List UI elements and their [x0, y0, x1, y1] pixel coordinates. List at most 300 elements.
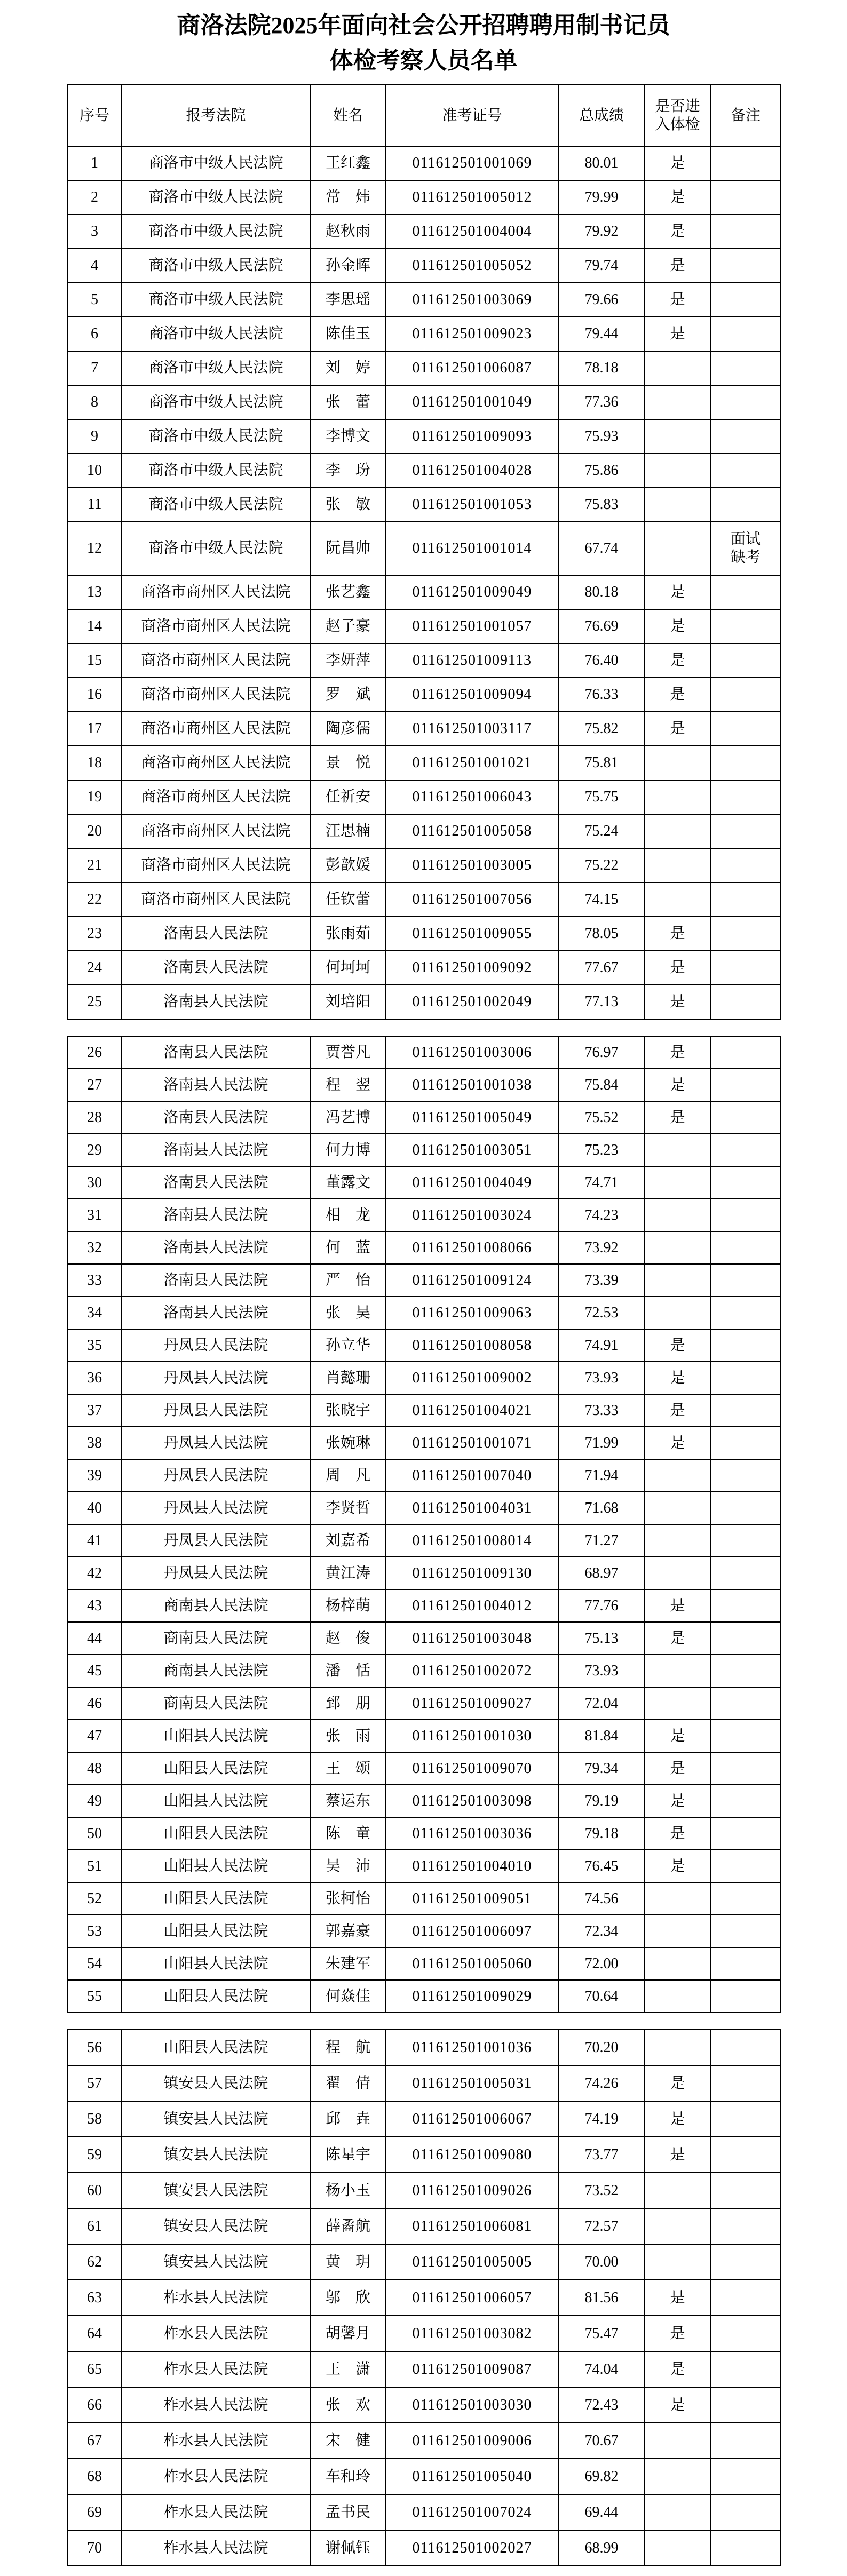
cell-no: 37: [68, 1394, 121, 1427]
col-header-enter-label: 是否进入体检: [655, 98, 700, 133]
cell-remark: [711, 1817, 780, 1850]
table-row: [68, 1524, 780, 1557]
cell-ticket: 011612501009124: [385, 1264, 559, 1297]
cell-name: 陈佳玉: [311, 317, 385, 351]
cell-ticket: 011612501009094: [385, 678, 559, 712]
cell-court: 丹凤县人民法院: [121, 1427, 311, 1459]
table-row: [68, 351, 780, 385]
cell-enter: 是: [644, 249, 711, 283]
cell-ticket: 011612501003048: [385, 1622, 559, 1655]
cell-remark: [711, 746, 780, 780]
cell-ticket: 011612501006097: [385, 1915, 559, 1947]
cell-score: 79.74: [559, 249, 644, 283]
cell-name: 邱 垚: [311, 2101, 385, 2137]
cell-enter: [644, 746, 711, 780]
cell-ticket: 011612501008014: [385, 1524, 559, 1557]
cell-no: 35: [68, 1329, 121, 1362]
cell-remark: [711, 2351, 780, 2387]
cell-ticket: 011612501003024: [385, 1199, 559, 1231]
cell-court: 丹凤县人民法院: [121, 1362, 311, 1394]
cell-name: 陈 童: [311, 1817, 385, 1850]
cell-ticket: 011612501008066: [385, 1231, 559, 1264]
cell-court: 镇安县人民法院: [121, 2173, 311, 2208]
cell-ticket: 011612501006081: [385, 2208, 559, 2244]
cell-ticket: 011612501001014: [385, 522, 559, 575]
cell-ticket: 011612501009070: [385, 1752, 559, 1785]
cell-ticket: 011612501005005: [385, 2244, 559, 2280]
cell-court: 镇安县人民法院: [121, 2137, 311, 2173]
table-row: [68, 1166, 780, 1199]
cell-score: 72.53: [559, 1297, 644, 1329]
cell-remark: [711, 1101, 780, 1134]
cell-score: 70.64: [559, 1980, 644, 2013]
cell-enter: [644, 780, 711, 814]
cell-score: 73.77: [559, 2137, 644, 2173]
cell-enter: [644, 1980, 711, 2013]
cell-score: 71.27: [559, 1524, 644, 1557]
cell-remark: [711, 1297, 780, 1329]
cell-court: 商洛市中级人民法院: [121, 146, 311, 180]
cell-no: 6: [68, 317, 121, 351]
roster-table-section-3: [67, 2029, 781, 2566]
cell-name: 黄 玥: [311, 2244, 385, 2280]
cell-remark: [711, 2065, 780, 2101]
cell-enter: [644, 882, 711, 917]
table-row: [68, 1199, 780, 1231]
cell-court: 柞水县人民法院: [121, 2459, 311, 2494]
cell-enter: 是: [644, 712, 711, 746]
cell-ticket: 011612501003117: [385, 712, 559, 746]
table-row: [68, 2423, 780, 2459]
cell-no: 12: [68, 522, 121, 575]
cell-remark: [711, 2173, 780, 2208]
cell-score: 76.45: [559, 1850, 644, 1882]
cell-court: 柞水县人民法院: [121, 2351, 311, 2387]
cell-enter: 是: [644, 317, 711, 351]
cell-court: 洛南县人民法院: [121, 1264, 311, 1297]
cell-remark: [711, 283, 780, 317]
table-row: [68, 2494, 780, 2530]
cell-ticket: 011612501003005: [385, 848, 559, 882]
cell-no: 36: [68, 1362, 121, 1394]
cell-enter: [644, 1687, 711, 1720]
cell-score: 76.33: [559, 678, 644, 712]
cell-score: 74.15: [559, 882, 644, 917]
cell-name: 邬 欣: [311, 2280, 385, 2316]
col-header-name-label: 姓名: [333, 107, 363, 124]
cell-enter: 是: [644, 1101, 711, 1134]
cell-enter: 是: [644, 2065, 711, 2101]
table-row: [68, 2030, 780, 2065]
cell-score: 69.82: [559, 2459, 644, 2494]
cell-enter: 是: [644, 1362, 711, 1394]
cell-ticket: 011612501002027: [385, 2530, 559, 2566]
cell-enter: 是: [644, 609, 711, 643]
cell-no: 64: [68, 2316, 121, 2351]
cell-enter: 是: [644, 1622, 711, 1655]
cell-ticket: 011612501009130: [385, 1557, 559, 1589]
cell-enter: [644, 2173, 711, 2208]
cell-name: 宋 健: [311, 2423, 385, 2459]
cell-remark: [711, 454, 780, 488]
cell-name: 蔡运东: [311, 1785, 385, 1817]
table-row: [68, 317, 780, 351]
cell-court: 镇安县人民法院: [121, 2208, 311, 2244]
cell-enter: [644, 454, 711, 488]
cell-remark: [711, 951, 780, 985]
cell-ticket: 011612501009080: [385, 2137, 559, 2173]
cell-enter: 是: [644, 1817, 711, 1850]
cell-court: 洛南县人民法院: [121, 985, 311, 1019]
cell-court: 柞水县人民法院: [121, 2494, 311, 2530]
cell-no: 4: [68, 249, 121, 283]
cell-court: 商洛市商州区人民法院: [121, 814, 311, 848]
cell-court: 商洛市中级人民法院: [121, 214, 311, 249]
cell-no: 58: [68, 2101, 121, 2137]
cell-court: 丹凤县人民法院: [121, 1557, 311, 1589]
table-row: [68, 522, 780, 575]
cell-no: 39: [68, 1459, 121, 1492]
cell-name: 吴 沛: [311, 1850, 385, 1882]
cell-no: 43: [68, 1589, 121, 1622]
cell-no: 42: [68, 1557, 121, 1589]
table-row: [68, 780, 780, 814]
table-row: [68, 385, 780, 419]
cell-score: 75.86: [559, 454, 644, 488]
cell-court: 山阳县人民法院: [121, 1720, 311, 1752]
cell-enter: [644, 351, 711, 385]
cell-remark: [711, 917, 780, 951]
cell-remark: [711, 317, 780, 351]
cell-no: 2: [68, 180, 121, 214]
table-row: [68, 1687, 780, 1720]
cell-name: 严 怡: [311, 1264, 385, 1297]
cell-court: 柞水县人民法院: [121, 2387, 311, 2423]
cell-court: 商洛市中级人民法院: [121, 488, 311, 522]
cell-no: 1: [68, 146, 121, 180]
cell-name: 董露文: [311, 1166, 385, 1199]
cell-court: 山阳县人民法院: [121, 1752, 311, 1785]
cell-remark: [711, 1069, 780, 1101]
col-header-name: [311, 85, 385, 146]
cell-ticket: 011612501009087: [385, 2351, 559, 2387]
cell-no: 38: [68, 1427, 121, 1459]
cell-ticket: 011612501009006: [385, 2423, 559, 2459]
cell-ticket: 011612501007056: [385, 882, 559, 917]
table-row: [68, 917, 780, 951]
table-row: [68, 1655, 780, 1687]
cell-remark: [711, 2101, 780, 2137]
cell-score: 78.05: [559, 917, 644, 951]
cell-name: 李贤哲: [311, 1492, 385, 1524]
cell-enter: 是: [644, 2316, 711, 2351]
cell-name: 张艺鑫: [311, 575, 385, 609]
cell-court: 丹凤县人民法院: [121, 1329, 311, 1362]
cell-no: 10: [68, 454, 121, 488]
table-row: [68, 1980, 780, 2013]
table-row: [68, 1492, 780, 1524]
cell-court: 丹凤县人民法院: [121, 1492, 311, 1524]
cell-score: 79.44: [559, 317, 644, 351]
cell-score: 79.92: [559, 214, 644, 249]
cell-remark: [711, 1687, 780, 1720]
cell-enter: 是: [644, 678, 711, 712]
cell-score: 71.94: [559, 1459, 644, 1492]
cell-court: 山阳县人民法院: [121, 1850, 311, 1882]
cell-score: 75.81: [559, 746, 644, 780]
cell-ticket: 011612501007024: [385, 2494, 559, 2530]
cell-name: 王 潇: [311, 2351, 385, 2387]
cell-ticket: 011612501003069: [385, 283, 559, 317]
cell-court: 镇安县人民法院: [121, 2244, 311, 2280]
cell-score: 72.04: [559, 1687, 644, 1720]
table-row: [68, 1720, 780, 1752]
cell-ticket: 011612501009049: [385, 575, 559, 609]
cell-ticket: 011612501003006: [385, 1036, 559, 1069]
table-row: [68, 1134, 780, 1166]
cell-score: 73.92: [559, 1231, 644, 1264]
cell-name: 李思瑶: [311, 283, 385, 317]
table-row: [68, 985, 780, 1019]
col-header-court: [121, 85, 311, 146]
cell-score: 68.97: [559, 1557, 644, 1589]
table-row: [68, 1394, 780, 1427]
table-row: [68, 2459, 780, 2494]
table-row: [68, 1915, 780, 1947]
table-row: [68, 488, 780, 522]
cell-enter: 是: [644, 146, 711, 180]
cell-score: 74.04: [559, 2351, 644, 2387]
cell-remark: [711, 351, 780, 385]
table-header-row: [68, 85, 780, 146]
cell-no: 14: [68, 609, 121, 643]
table-row: [68, 1882, 780, 1915]
cell-name: 张雨茹: [311, 917, 385, 951]
cell-court: 洛南县人民法院: [121, 917, 311, 951]
document-page: [0, 12, 847, 2566]
cell-no: 34: [68, 1297, 121, 1329]
table-row: [68, 1329, 780, 1362]
cell-enter: 是: [644, 1329, 711, 1362]
cell-no: 68: [68, 2459, 121, 2494]
cell-ticket: 011612501009093: [385, 419, 559, 454]
col-header-remark-label: 备注: [730, 107, 761, 124]
cell-ticket: 011612501004012: [385, 1589, 559, 1622]
cell-score: 81.56: [559, 2280, 644, 2316]
col-header-score-label: 总成绩: [579, 107, 624, 124]
cell-ticket: 011612501004049: [385, 1166, 559, 1199]
cell-ticket: 011612501009063: [385, 1297, 559, 1329]
roster-tables: [67, 84, 780, 2566]
cell-no: 54: [68, 1947, 121, 1980]
cell-court: 山阳县人民法院: [121, 2030, 311, 2065]
col-header-court-label: 报考法院: [186, 107, 246, 124]
cell-no: 32: [68, 1231, 121, 1264]
cell-score: 73.33: [559, 1394, 644, 1427]
cell-score: 75.75: [559, 780, 644, 814]
cell-court: 商洛市商州区人民法院: [121, 643, 311, 678]
cell-enter: [644, 1459, 711, 1492]
cell-court: 商洛市商州区人民法院: [121, 678, 311, 712]
cell-ticket: 011612501009055: [385, 917, 559, 951]
cell-remark: [711, 214, 780, 249]
cell-name: 王 颂: [311, 1752, 385, 1785]
table-row: [68, 1459, 780, 1492]
cell-ticket: 011612501006043: [385, 780, 559, 814]
cell-ticket: 011612501004028: [385, 454, 559, 488]
cell-ticket: 011612501009026: [385, 2173, 559, 2208]
table-row: [68, 2316, 780, 2351]
cell-remark: [711, 2244, 780, 2280]
cell-name: 郭嘉豪: [311, 1915, 385, 1947]
cell-remark: [711, 1036, 780, 1069]
cell-enter: 是: [644, 1427, 711, 1459]
cell-enter: 是: [644, 643, 711, 678]
cell-ticket: 011612501004021: [385, 1394, 559, 1427]
table-row: [68, 746, 780, 780]
cell-no: 45: [68, 1655, 121, 1687]
cell-remark: [711, 1524, 780, 1557]
table-row: [68, 814, 780, 848]
table-row: [68, 2173, 780, 2208]
cell-score: 75.93: [559, 419, 644, 454]
cell-remark: [711, 1882, 780, 1915]
cell-court: 山阳县人民法院: [121, 1915, 311, 1947]
cell-no: 13: [68, 575, 121, 609]
col-header-ticket-label: 准考证号: [442, 107, 502, 124]
table-row: [68, 1231, 780, 1264]
cell-no: 61: [68, 2208, 121, 2244]
cell-no: 5: [68, 283, 121, 317]
table-row: [68, 146, 780, 180]
cell-name: 赵秋雨: [311, 214, 385, 249]
cell-remark: [711, 882, 780, 917]
table-row: [68, 1589, 780, 1622]
cell-court: 柞水县人民法院: [121, 2280, 311, 2316]
cell-ticket: 011612501001030: [385, 1720, 559, 1752]
cell-court: 商洛市商州区人民法院: [121, 746, 311, 780]
cell-score: 75.52: [559, 1101, 644, 1134]
cell-ticket: 011612501001071: [385, 1427, 559, 1459]
cell-court: 商南县人民法院: [121, 1687, 311, 1720]
cell-name: 景 悦: [311, 746, 385, 780]
cell-score: 73.39: [559, 1264, 644, 1297]
cell-court: 商洛市中级人民法院: [121, 249, 311, 283]
cell-no: 52: [68, 1882, 121, 1915]
cell-no: 41: [68, 1524, 121, 1557]
cell-court: 柞水县人民法院: [121, 2316, 311, 2351]
cell-ticket: 011612501005031: [385, 2065, 559, 2101]
cell-enter: [644, 848, 711, 882]
cell-ticket: 011612501009051: [385, 1882, 559, 1915]
cell-court: 商南县人民法院: [121, 1655, 311, 1687]
cell-enter: [644, 1297, 711, 1329]
cell-enter: [644, 522, 711, 575]
cell-name: 杨梓萌: [311, 1589, 385, 1622]
cell-name: 汪思楠: [311, 814, 385, 848]
cell-score: 75.82: [559, 712, 644, 746]
cell-enter: [644, 814, 711, 848]
cell-remark: [711, 249, 780, 283]
cell-score: 74.56: [559, 1882, 644, 1915]
cell-ticket: 011612501009029: [385, 1980, 559, 2013]
cell-no: 29: [68, 1134, 121, 1166]
cell-ticket: 011612501007040: [385, 1459, 559, 1492]
cell-name: 阮昌帅: [311, 522, 385, 575]
cell-ticket: 011612501003051: [385, 1134, 559, 1166]
cell-enter: [644, 1264, 711, 1297]
cell-name: 相 龙: [311, 1199, 385, 1231]
cell-remark: [711, 2030, 780, 2065]
cell-remark: [711, 1459, 780, 1492]
cell-no: 31: [68, 1199, 121, 1231]
table-row: [68, 1069, 780, 1101]
cell-enter: 是: [644, 985, 711, 1019]
cell-no: 26: [68, 1036, 121, 1069]
cell-name: 肖懿珊: [311, 1362, 385, 1394]
cell-remark-text: 面试缺考: [731, 531, 761, 566]
cell-name: 张柯怡: [311, 1882, 385, 1915]
cell-court: 商洛市中级人民法院: [121, 180, 311, 214]
table-row: [68, 575, 780, 609]
cell-enter: 是: [644, 2387, 711, 2423]
cell-no: 62: [68, 2244, 121, 2280]
cell-name: 杨小玉: [311, 2173, 385, 2208]
table-row: [68, 2101, 780, 2137]
cell-ticket: 011612501005058: [385, 814, 559, 848]
table-row: [68, 2137, 780, 2173]
cell-court: 商洛市中级人民法院: [121, 522, 311, 575]
table-row: [68, 2280, 780, 2316]
cell-remark: [711, 488, 780, 522]
cell-name: 翟 倩: [311, 2065, 385, 2101]
cell-ticket: 011612501002072: [385, 1655, 559, 1687]
cell-enter: 是: [644, 2137, 711, 2173]
cell-name: 郅 朋: [311, 1687, 385, 1720]
cell-court: 镇安县人民法院: [121, 2101, 311, 2137]
document-title: 商洛法院2025年面向社会公开招聘聘用制书记员: [177, 12, 670, 38]
cell-court: 丹凤县人民法院: [121, 1524, 311, 1557]
cell-no: 17: [68, 712, 121, 746]
cell-remark: [711, 1622, 780, 1655]
cell-court: 商洛市商州区人民法院: [121, 882, 311, 917]
cell-enter: 是: [644, 2351, 711, 2387]
cell-score: 80.18: [559, 575, 644, 609]
cell-ticket: 011612501004031: [385, 1492, 559, 1524]
cell-court: 商洛市中级人民法院: [121, 385, 311, 419]
cell-name: 常 炜: [311, 180, 385, 214]
table-row: [68, 712, 780, 746]
cell-score: 75.22: [559, 848, 644, 882]
table-row: [68, 454, 780, 488]
cell-enter: [644, 488, 711, 522]
cell-score: 71.99: [559, 1427, 644, 1459]
cell-ticket: 011612501009092: [385, 951, 559, 985]
cell-no: 8: [68, 385, 121, 419]
cell-score: 73.52: [559, 2173, 644, 2208]
cell-score: 70.00: [559, 2244, 644, 2280]
cell-enter: 是: [644, 575, 711, 609]
cell-enter: [644, 2030, 711, 2065]
col-header-remark: [711, 85, 780, 146]
cell-no: 40: [68, 1492, 121, 1524]
cell-score: 74.91: [559, 1329, 644, 1362]
cell-ticket: 011612501005052: [385, 249, 559, 283]
cell-enter: [644, 1199, 711, 1231]
cell-score: 72.43: [559, 2387, 644, 2423]
table-row: [68, 643, 780, 678]
cell-remark: [711, 2530, 780, 2566]
